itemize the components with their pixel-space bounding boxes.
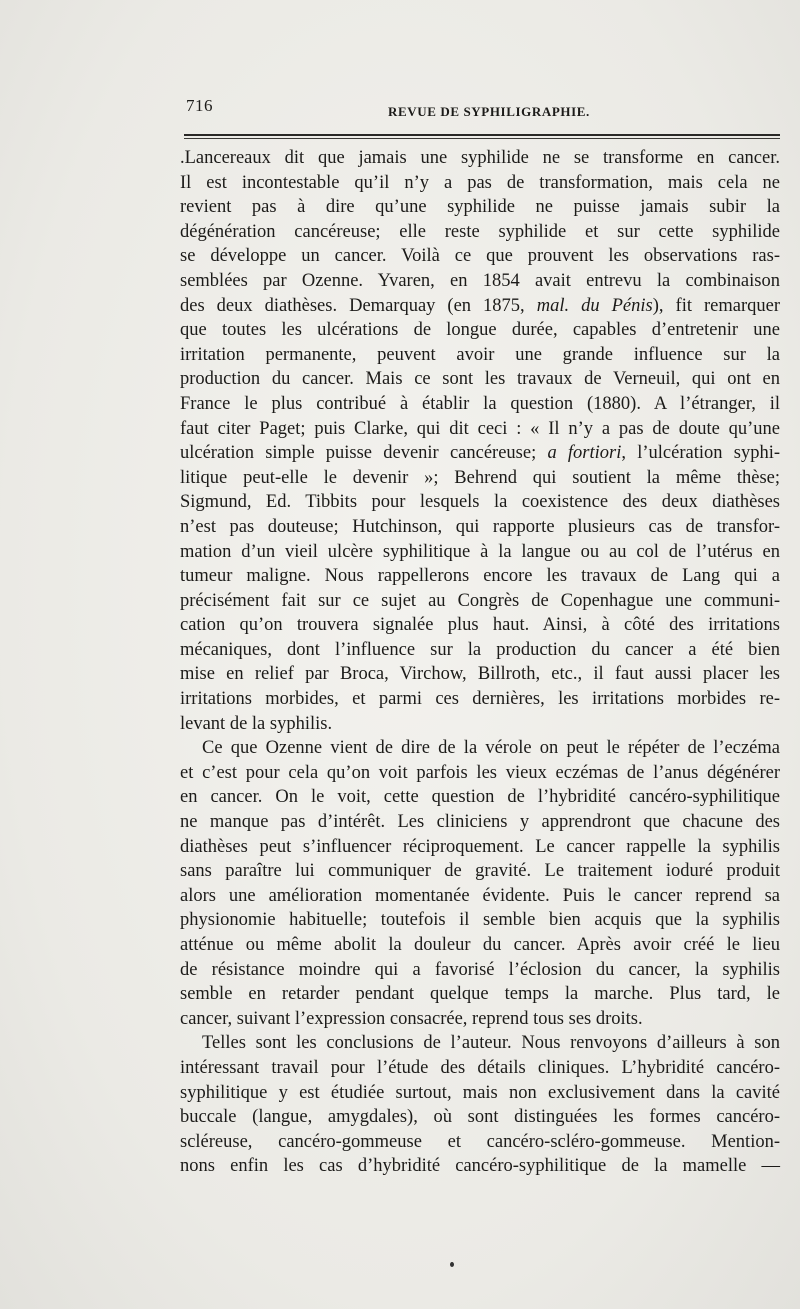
text-line: nons enfin les cas d’hybridité cancéro-syphilitique de la mamelle — bbox=[180, 1156, 780, 1177]
text-line: ne manque pas d’intérêt. Les cliniciens y apprendront que chacune des bbox=[180, 812, 780, 833]
text-line: n’est pas douteuse; Hutchinson, qui rapporte plusieurs cas de transfor- bbox=[180, 516, 780, 537]
text-line: buccale (langue, amygdales), où sont distinguées les formes cancéro- bbox=[180, 1107, 780, 1128]
text-line: revient pas à dire qu’une syphilide ne puisse jamais subir la bbox=[180, 197, 780, 218]
text-line: dégénération cancéreuse; elle reste syphilide et sur cette syphilide bbox=[180, 221, 780, 242]
page-number: 716 bbox=[186, 96, 213, 115]
text-line: litique peut-elle le devenir »; Behrend qui soutient la même thèse; bbox=[180, 467, 780, 488]
text-line: Il est incontestable qu’il n’y a pas de transformation, mais cela ne bbox=[180, 172, 780, 193]
text-line: précisément fait sur ce sujet au Congrès de Copenhague une communi- bbox=[180, 590, 780, 611]
text-line: Sigmund, Ed. Tibbits pour lesquels la coexistence des deux diathèses bbox=[180, 492, 780, 513]
text-line: diathèses peut s’influencer réciproquement. Le cancer rappelle la syphilis bbox=[180, 836, 780, 857]
text-line: semblées par Ozenne. Yvaren, en 1854 avait entrevu la combinaison bbox=[180, 270, 780, 291]
text-line: des deux diathèses. Demarquay (en 1875, mal. du Pénis), fit remarquer bbox=[180, 295, 781, 316]
text-line: de résistance moindre qui a favorisé l’éclosion du cancer, la syphilis bbox=[180, 959, 780, 980]
text-line: .Lancereaux dit que jamais une syphilide ne se transforme en cancer. bbox=[180, 148, 780, 168]
page-speck bbox=[450, 1262, 454, 1267]
text-line: scléreuse, cancéro-gommeuse et cancéro-scléro-gommeuse. Mention- bbox=[180, 1131, 780, 1152]
header-rule bbox=[184, 134, 780, 136]
text-line: se développe un cancer. Voilà ce que prouvent les observations ras- bbox=[180, 246, 780, 267]
text-line: mation d’un vieil ulcère syphilitique à la langue ou au col de l’utérus en bbox=[180, 541, 780, 562]
text-line: irritations morbides, et parmi ces dernières, les irritations morbides re- bbox=[180, 689, 780, 710]
body-text bbox=[180, 146, 780, 1179]
text-line: que toutes les ulcérations de longue durée, capables d’entretenir une bbox=[180, 320, 780, 341]
text-line: Ce que Ozenne vient de dire de la vérole on peut le répéter de l’eczéma bbox=[202, 738, 780, 759]
text-line: mise en relief par Broca, Virchow, Billroth, etc., il faut aussi placer les bbox=[180, 664, 780, 685]
text-line: semble en retarder pendant quelque temps la marche. Plus tard, le bbox=[180, 984, 780, 1005]
text-line: France le plus contribué à établir la question (1880). A l’étranger, il bbox=[180, 393, 780, 414]
text-line: cation qu’on trouvera signalée plus haut. Ainsi, à côté des irritations bbox=[180, 615, 780, 636]
text-line: irritation permanente, peuvent avoir une grande influence sur la bbox=[180, 344, 780, 365]
text-line: mécaniques, dont l’influence sur la production du cancer a été bien bbox=[180, 639, 780, 660]
text-line: alors une amélioration momentanée évidente. Puis le cancer reprend sa bbox=[180, 885, 780, 906]
header-rule-thin bbox=[184, 138, 780, 139]
text-line: tumeur maligne. Nous rappellerons encore les travaux de Lang qui a bbox=[180, 566, 780, 587]
text-line: faut citer Paget; puis Clarke, qui dit ceci : « Il n’y a pas de doute qu’une bbox=[180, 418, 780, 439]
text-line: cancer, suivant l’expression consacrée, reprend tous ses droits. bbox=[180, 1008, 643, 1029]
text-line: levant de la syphilis. bbox=[180, 713, 333, 734]
text-line: production du cancer. Mais ce sont les travaux de Verneuil, qui ont en bbox=[180, 369, 780, 390]
running-title: REVUE DE SYPHILIGRAPHIE. bbox=[388, 104, 590, 119]
text-line: et c’est pour cela qu’on voit parfois les vieux eczémas de l’anus dégénérer bbox=[180, 762, 780, 783]
text-line: en cancer. On le voit, cette question de l’hybridité cancéro-syphilitique bbox=[180, 787, 780, 808]
text-line: sans paraître lui communiquer de gravité. Le traitement ioduré produit bbox=[180, 861, 780, 882]
text-line: syphilitique y est étudiée surtout, mais non exclusivement dans la cavité bbox=[180, 1082, 780, 1103]
text-line: atténue ou même abolit la douleur du cancer. Après avoir créé le lieu bbox=[180, 935, 780, 955]
text-line: intéressant travail pour l’étude des détails cliniques. L’hybridité cancéro- bbox=[180, 1057, 780, 1078]
running-head bbox=[186, 96, 786, 126]
text-line: physionomie habituelle; toutefois il semble bien acquis que la syphilis bbox=[180, 910, 780, 931]
text-line: Telles sont les conclusions de l’auteur. Nous renvoyons d’ailleurs à son bbox=[202, 1033, 780, 1054]
text-line: ulcération simple puisse devenir cancéreuse; a fortiori, l’ulcération syphi- bbox=[180, 443, 780, 464]
